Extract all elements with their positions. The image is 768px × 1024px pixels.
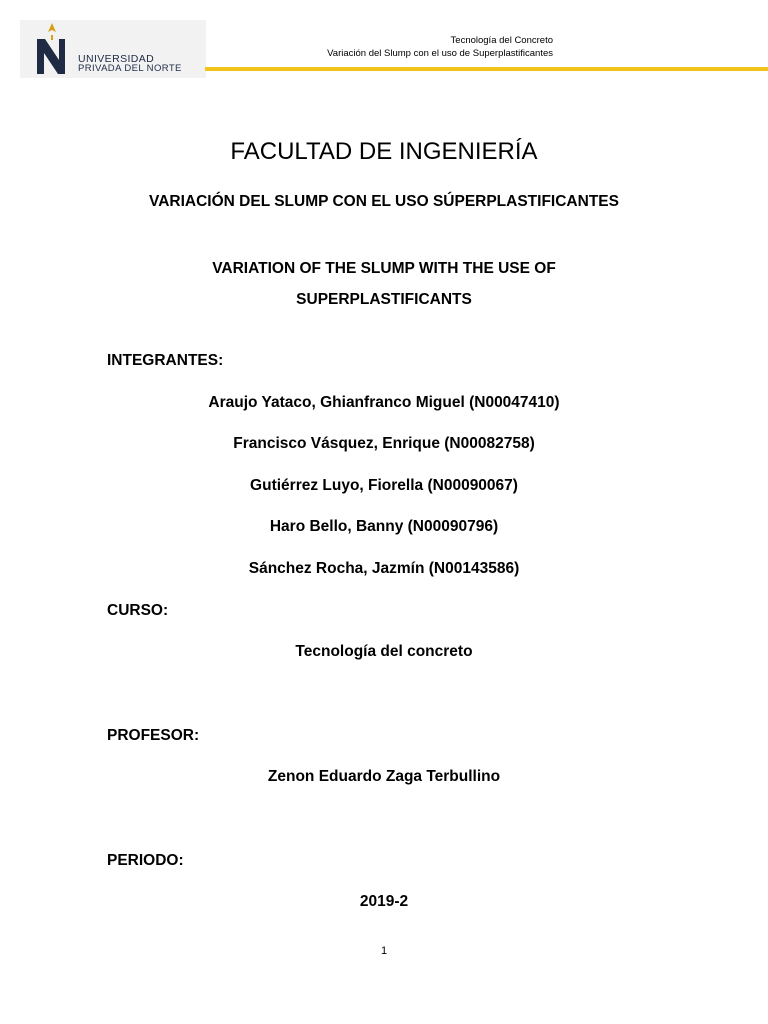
header-divider [205, 67, 768, 71]
professor-name: Zenon Eduardo Zaga Terbullino [267, 768, 501, 785]
professor-label: PROFESOR: [107, 727, 200, 744]
member-item: Gutiérrez Luyo, Fiorella (N00090067) [250, 477, 518, 494]
logo-wordmark [78, 54, 182, 74]
member-item: Sánchez Rocha, Jazmín (N00143586) [248, 560, 520, 577]
upn-logo-icon [32, 22, 72, 76]
title-english [0, 253, 768, 315]
member-item: Araujo Yataco, Ghianfranco Miguel (N00047410) [208, 394, 560, 411]
members-label: INTEGRANTES: [107, 352, 224, 369]
period-label: PERIODO: [107, 852, 184, 869]
logo-line-2: PRIVADA DEL NORTE [78, 63, 182, 74]
faculty-title: FACULTAD DE INGENIERÍA [230, 138, 538, 165]
period-value: 2019-2 [359, 893, 409, 910]
header-course-title: Tecnología del Concreto [450, 35, 553, 46]
university-logo [20, 20, 206, 78]
title-spanish: VARIACIÓN DEL SLUMP CON EL USO SÚPERPLASTIFICANTES [149, 193, 619, 210]
logo-line-1: UNIVERSIDAD [78, 53, 155, 65]
member-item: Francisco Vásquez, Enrique (N00082758) [233, 435, 535, 452]
member-item: Haro Bello, Banny (N00090796) [269, 518, 499, 535]
page-number: 1 [380, 945, 388, 957]
course-name: Tecnología del concreto [295, 643, 473, 660]
title-english-line-1: VARIATION OF THE SLUMP WITH THE USE OF [212, 260, 556, 277]
course-label: CURSO: [107, 602, 169, 619]
running-header [327, 34, 553, 60]
header-subtitle: Variación del Slump con el uso de Superplastificantes [327, 48, 553, 59]
title-english-line-2: SUPERPLASTIFICANTS [296, 291, 472, 308]
